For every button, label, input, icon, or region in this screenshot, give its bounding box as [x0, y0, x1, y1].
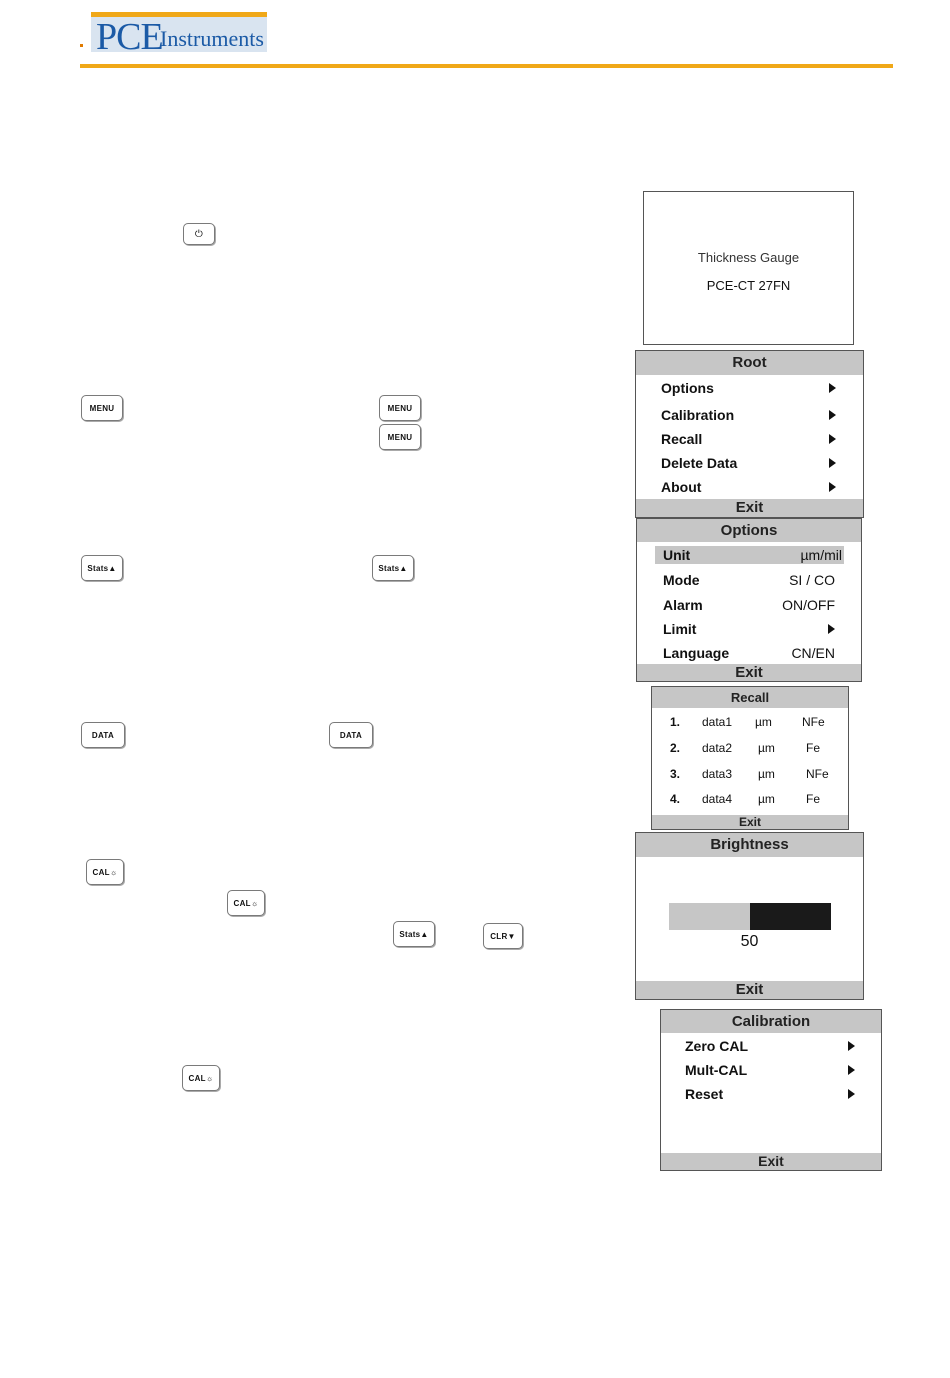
recall-index: 3. — [670, 767, 681, 781]
option-label: Language — [663, 645, 730, 661]
header-divider — [80, 64, 893, 68]
exit-bar[interactable]: Exit — [652, 815, 848, 829]
cal-key-icon: CAL☼ — [182, 1065, 220, 1091]
brightness-bar-fill — [750, 903, 831, 930]
menu-key-icon: MENU — [379, 395, 421, 421]
brightness-screen — [635, 832, 864, 1000]
splash-screen — [643, 191, 854, 345]
root-menu-screen — [635, 350, 864, 518]
recall-unit: µm — [758, 741, 775, 755]
exit-bar[interactable]: Exit — [636, 981, 863, 999]
data-key-icon: DATA — [81, 722, 125, 748]
menu-key-icon: MENU — [379, 424, 421, 450]
recall-unit: µm — [758, 767, 775, 781]
clr-down-key-icon: CLR▼ — [483, 923, 523, 949]
chevron-right-icon — [848, 1089, 855, 1099]
cal-item-mult[interactable] — [661, 1062, 881, 1080]
cal-item-reset[interactable] — [661, 1086, 881, 1104]
recall-name: data1 — [702, 715, 733, 729]
menu-item-label: About — [661, 479, 702, 495]
menu-key-icon: MENU — [81, 395, 123, 421]
option-value: CN/EN — [791, 645, 835, 661]
menu-item-label: Recall — [661, 431, 703, 447]
option-label: Unit — [663, 547, 691, 563]
option-row-mode[interactable] — [637, 572, 861, 590]
cal-item-label: Reset — [685, 1086, 724, 1102]
exit-bar[interactable]: Exit — [661, 1153, 881, 1170]
option-row-alarm[interactable] — [637, 597, 861, 615]
logo-dot — [80, 44, 83, 47]
power-key-icon: ⏻ — [183, 223, 215, 245]
option-label: Alarm — [663, 597, 703, 613]
recall-unit: µm — [755, 715, 772, 729]
cal-key-icon: CAL☼ — [227, 890, 265, 916]
recall-index: 4. — [670, 792, 681, 806]
recall-probe: NFe — [806, 767, 829, 781]
chevron-right-icon — [829, 458, 836, 468]
recall-index: 1. — [670, 715, 681, 729]
option-value: SI / CO — [789, 572, 835, 588]
calibration-screen — [660, 1009, 882, 1171]
option-row-limit[interactable] — [637, 621, 861, 639]
chevron-right-icon — [829, 482, 836, 492]
chevron-right-icon — [828, 624, 835, 634]
recall-probe: Fe — [806, 741, 821, 755]
brightness-title: Brightness — [636, 833, 863, 857]
options-title: Options — [637, 519, 861, 542]
stats-up-key-icon: Stats▲ — [372, 555, 414, 581]
recall-name: data4 — [702, 792, 733, 806]
root-title: Root — [636, 351, 863, 375]
cal-item-label: Zero CAL — [685, 1038, 748, 1054]
chevron-right-icon — [829, 410, 836, 420]
menu-item-options[interactable] — [636, 380, 863, 400]
logo-pce-text: PCE — [96, 16, 163, 58]
recall-unit: µm — [758, 792, 775, 806]
chevron-right-icon — [829, 434, 836, 444]
stats-up-key-icon: Stats▲ — [81, 555, 123, 581]
chevron-right-icon — [848, 1065, 855, 1075]
option-label: Limit — [663, 621, 697, 637]
calibration-title: Calibration — [661, 1010, 881, 1033]
brightness-value: 50 — [740, 933, 759, 950]
option-row-unit[interactable] — [655, 546, 844, 564]
cal-item-label: Mult-CAL — [685, 1062, 748, 1078]
recall-probe: Fe — [806, 792, 821, 806]
menu-item-calibration[interactable] — [636, 407, 863, 427]
pce-logo — [91, 12, 267, 58]
recall-name: data3 — [702, 767, 733, 781]
splash-model: PCE-CT 27FN — [706, 278, 791, 293]
data-key-icon: DATA — [329, 722, 373, 748]
recall-name: data2 — [702, 741, 733, 755]
option-row-language[interactable] — [637, 645, 861, 663]
cal-item-zero[interactable] — [661, 1038, 881, 1056]
brightness-bar-track[interactable] — [669, 903, 831, 930]
recall-screen — [651, 686, 849, 830]
stats-up-key-icon: Stats▲ — [393, 921, 435, 947]
exit-bar[interactable]: Exit — [636, 499, 863, 517]
menu-item-label: Options — [661, 380, 714, 396]
option-value: µm/mil — [800, 547, 842, 563]
menu-item-about[interactable] — [636, 479, 863, 499]
menu-item-delete-data[interactable] — [636, 455, 863, 475]
option-label: Mode — [663, 572, 700, 588]
chevron-right-icon — [848, 1041, 855, 1051]
menu-item-label: Delete Data — [661, 455, 738, 471]
exit-bar[interactable]: Exit — [637, 664, 861, 681]
option-value: ON/OFF — [782, 597, 835, 613]
chevron-right-icon — [829, 383, 836, 393]
cal-key-icon: CAL☼ — [86, 859, 124, 885]
menu-item-recall[interactable] — [636, 431, 863, 451]
splash-title: Thickness Gauge — [697, 250, 800, 265]
recall-index: 2. — [670, 741, 681, 755]
recall-probe: NFe — [802, 715, 825, 729]
logo-instruments-text: Instruments — [160, 26, 264, 51]
recall-title: Recall — [652, 687, 848, 708]
menu-item-label: Calibration — [661, 407, 735, 423]
options-screen — [636, 518, 862, 682]
